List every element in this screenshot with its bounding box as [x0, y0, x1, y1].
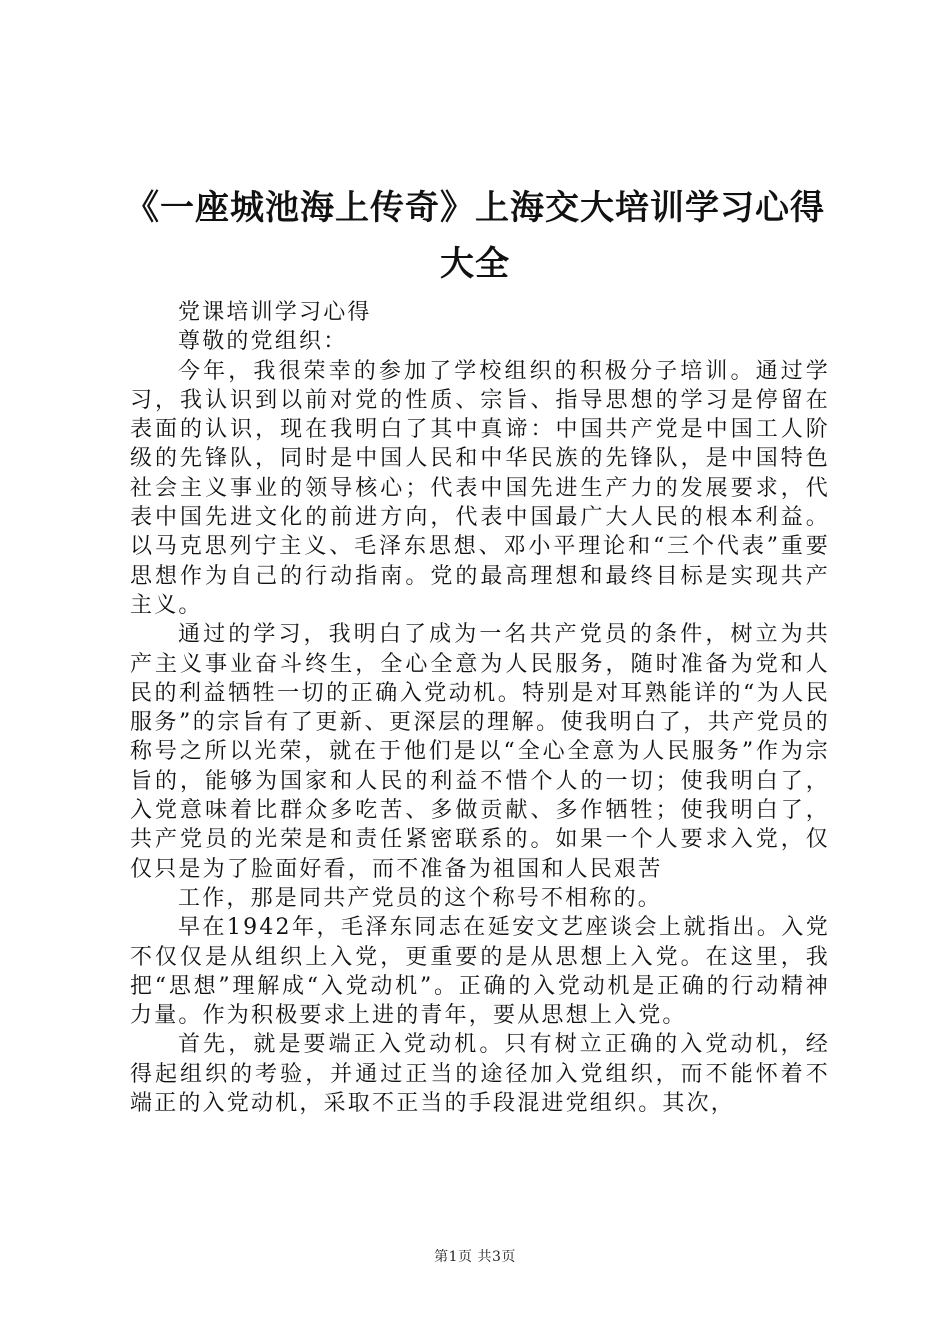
document-body	[130, 298, 830, 1118]
paragraph-heading: 党课培训学习心得	[178, 300, 372, 325]
paragraph-salutation: 尊敬的党组织：	[178, 329, 348, 355]
paragraph: 首先，就是要端正入党动机。只有树立正确的入党动机，经得起组织的考验，并通过正当的途径加入党组织，而不能怀着不端正的入党动机，采取不正当的手段混进党组织。其次，	[130, 1032, 830, 1117]
paragraph: 通过的学习，我明白了成为一名共产党员的条件，树立为共产主义事业奋斗终生，全心全意为人民服务，随时准备为党和人民的利益牺牲一切的正确入党动机。特别是对耳熟能详的“为人民服务”的宗旨有了更新、更深层的理解。使我明白了，共产党员的称号之所以光荣，就在于他们是以“全心全意为人民服务”作为宗旨的，能够为国家和人民的利益不惜个人的一切；使我明白了，入党意味着比群众多吃苦、多做贡献、多作牺牲；使我明白了，共产党员的光荣是和责任紧密联系的。如果一个人要求入党，仅仅只是为了脸面好看，而不准备为祖国和人民艰苦	[130, 622, 830, 882]
paragraph: 早在1942年，毛泽东同志在延安文艺座谈会上就指出。入党不仅仅是从组织上入党，更重要的是从思想上入党。在这里，我把“思想”理解成“入党动机”。正确的入党动机是正确的行动精神力量。作为积极要求上进的青年，要从思想上入党。	[130, 915, 830, 1029]
page-number-footer: 第1页 共3页	[434, 1249, 516, 1265]
paragraph: 工作，那是同共产党员的这个称号不相称的。	[178, 885, 663, 911]
paragraph: 今年，我很荣幸的参加了学校组织的积极分子培训。通过学习，我认识到以前对党的性质、宗旨、指导思想的学习是停留在表面的认识，现在我明白了其中真谛：中国共产党是中国工人阶级的先锋队，同时是中国人民和中华民族的先锋队，是中国特色社会主义事业的领导核心；代表中国先进生产力的发展要求，代表中国先进文化的前进方向，代表中国最广大人民的根本利益。以马克思列宁主义、毛泽东思想、邓小平理论和“三个代表”重要思想作为自己的行动指南。党的最高理想和最终目标是实现共产主义。	[130, 358, 830, 618]
document-title-line-1: 《一座城池海上传奇》上海交大培训学习心得	[125, 188, 825, 228]
document-title-line-2: 大全	[440, 244, 510, 284]
